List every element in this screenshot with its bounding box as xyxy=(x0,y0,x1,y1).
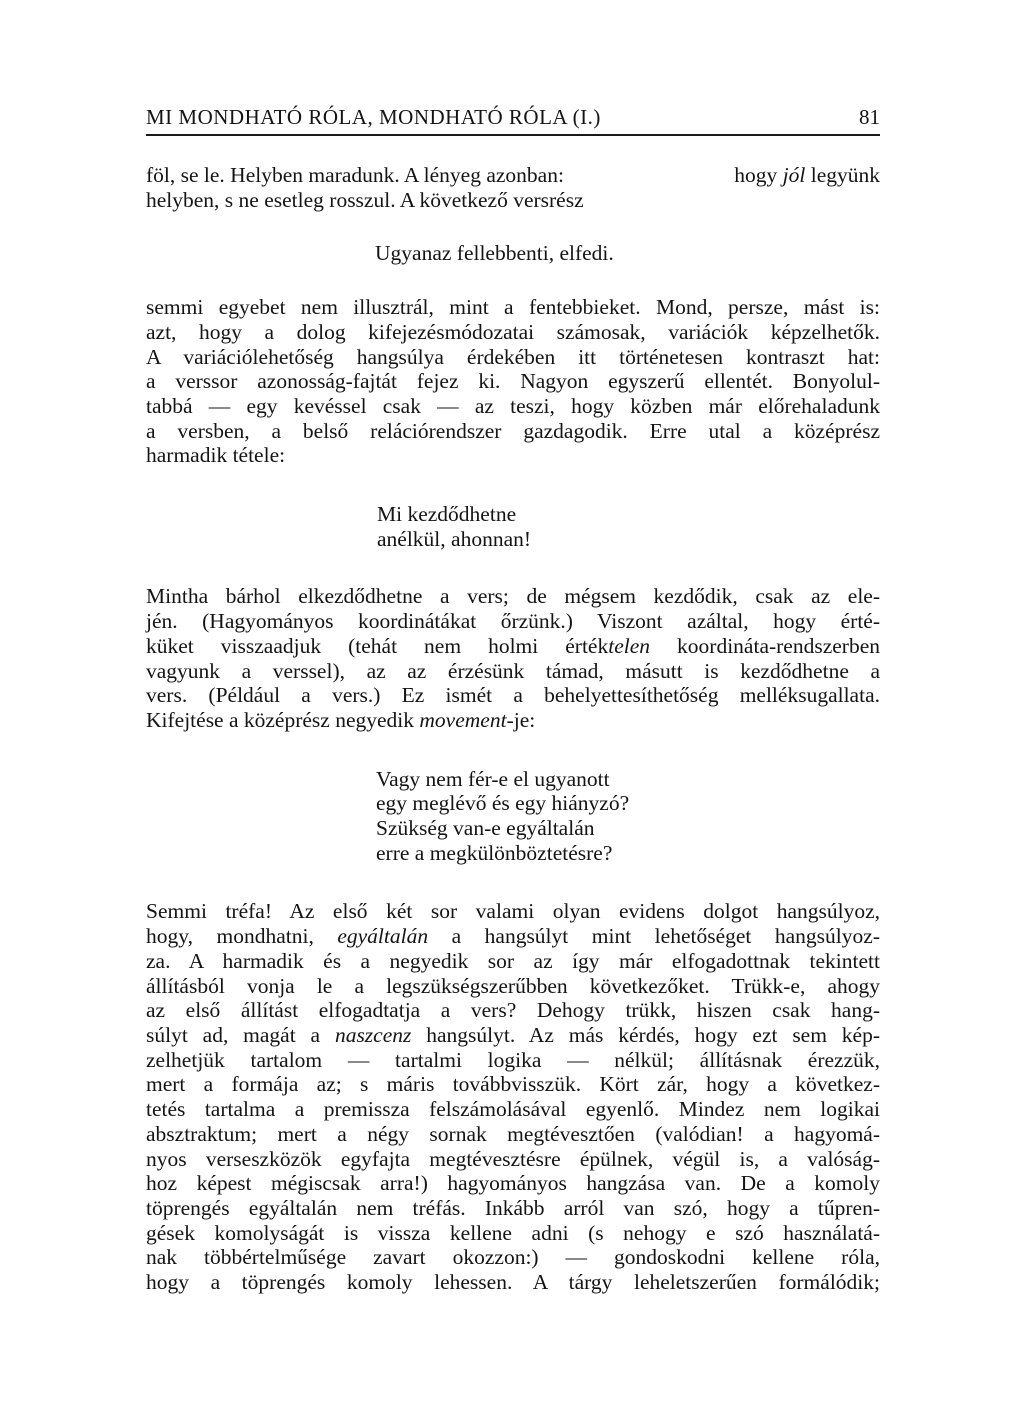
text-line: harmadik tétele: xyxy=(146,443,286,468)
running-header xyxy=(146,104,880,136)
text-line: töprengés egyáltalán nem tréfás. Inkább arról van szó, hogy a tűpren- xyxy=(146,1195,880,1220)
verse-line: erre a megkülönböztetésre? xyxy=(376,840,613,865)
verse-line: Ugyanaz fellebbenti, elfedi. xyxy=(375,241,614,266)
text-line: Semmi tréfa! Az első két sor valami olyan evidens dolgot hangsúlyoz, xyxy=(146,899,880,924)
body-text xyxy=(146,163,880,1295)
paragraph-2 xyxy=(146,295,880,468)
text-line: tabbá — egy kevéssel csak — az teszi, hogy közben már előrehaladunk xyxy=(146,393,880,418)
text-line: súlyt ad, magát a naszcenz hangsúlyt. Az más kérdés, hogy ezt sem kép- xyxy=(146,1022,880,1047)
text-line: hoz képest mégiscsak arra!) hagyományos hangzása van. De a komoly xyxy=(146,1171,880,1196)
text-line: nak többértelműsége zavart okozzon:) — gondoskodni kellene róla, xyxy=(146,1245,880,1270)
text-line: hogy a töprengés komoly lehessen. A tárgy leheletszerűen formálódik; xyxy=(146,1270,880,1295)
emphasis: movement xyxy=(419,707,507,732)
paragraph-4 xyxy=(146,899,880,1294)
text-line: vagyunk a verssel), az az érzésünk támad, másutt is kezdődhetne a xyxy=(146,658,880,683)
text-line: semmi egyebet nem illusztrál, mint a fentebbieket. Mond, persze, mást is: xyxy=(146,295,880,320)
text-line: helyben, s ne esetleg rosszul. A következő versrész xyxy=(146,187,584,212)
emphasis: telen xyxy=(608,633,651,658)
verse-line: Vagy nem fér-e el ugyanott xyxy=(376,766,610,791)
text-line: a versben, a belső relációrendszer gazdagodik. Erre utal a középrész xyxy=(146,418,880,443)
text-line: vers. (Például a vers.) Ez ismét a behelyettesíthetőség melléksugallata. xyxy=(146,683,880,708)
verse-line: Mi kezdődhetne xyxy=(377,502,517,527)
text-line: gések komolyságát is vissza kellene adni (s nehogy e szó használatá- xyxy=(146,1220,880,1245)
page-number: 81 xyxy=(859,105,880,129)
emphasis: egyáltalán xyxy=(337,924,429,949)
text-line: mert a formája az; s máris továbbvisszük. Kört zár, hogy a következ- xyxy=(146,1072,880,1097)
paragraph-1 xyxy=(146,163,880,212)
emphasis: jól xyxy=(782,163,806,187)
text-line: állításból vonja le a legszükségszerűbben következőket. Trükk-e, ahogy xyxy=(146,973,880,998)
text-line: azt, hogy a dolog kifejezésmódozatai számosak, variációk képzelhetők. xyxy=(146,319,880,344)
text-line: A variációlehetőség hangsúlya érdekében itt történetesen kontraszt hat: xyxy=(146,344,880,369)
text-line: küket visszaadjuk (tehát nem holmi értéktelen koordináta-rendszerben xyxy=(146,633,881,658)
text-line: az első állítást elfogadtatja a vers? Dehogy trükk, hiszen csak hang- xyxy=(146,998,880,1023)
text-line: föl, se le. Helyben maradunk. A lényeg azonban: hogy jól legyünk xyxy=(146,163,880,187)
text-line: Kifejtése a középrész negyedik movement-je: xyxy=(146,707,536,732)
verse-line: anélkül, ahonnan! xyxy=(377,526,532,551)
text-line: za. A harmadik és a negyedik sor az így már elfogadottnak tekintett xyxy=(146,948,880,973)
paragraph-3 xyxy=(146,584,880,732)
text-line: a verssor azonosság-fajtát fejez ki. Nagyon egyszerű ellentét. Bonyolul- xyxy=(146,369,880,394)
text-line: Mintha bárhol elkezdődhetne a vers; de mégsem kezdődik, csak az ele- xyxy=(146,584,880,609)
text-line: nyos verseszközök egyfajta megtévesztésre épülnek, végül is, a valóság- xyxy=(146,1146,880,1171)
text-line: absztraktum; mert a négy sornak megtévesztően (valódian! a hagyomá- xyxy=(146,1121,880,1146)
emphasis: naszcenz xyxy=(334,1022,412,1047)
verse-line: Szükség van-e egyáltalán xyxy=(376,816,595,841)
verse-line: egy meglévő és egy hiányzó? xyxy=(376,791,630,816)
verse-quote-1 xyxy=(146,241,880,266)
verse-quote-3 xyxy=(146,767,880,866)
running-title: MI MONDHATÓ RÓLA, MONDHATÓ RÓLA (I.) xyxy=(146,105,601,129)
text-line: jén. (Hagyományos koordinátákat őrzünk.) Viszont azáltal, hogy érté- xyxy=(146,609,880,634)
text-line: zelhetjük tartalom — tartalmi logika — nélkül; állításnak érezzük, xyxy=(146,1047,880,1072)
text-line: tetés tartalma a premissza felszámolásával egyenlő. Mindez nem logikai xyxy=(146,1097,880,1122)
text-line: hogy, mondhatni, egyáltalán a hangsúlyt mint lehetőséget hangsúlyoz- xyxy=(146,924,880,949)
verse-quote-2 xyxy=(146,502,880,551)
